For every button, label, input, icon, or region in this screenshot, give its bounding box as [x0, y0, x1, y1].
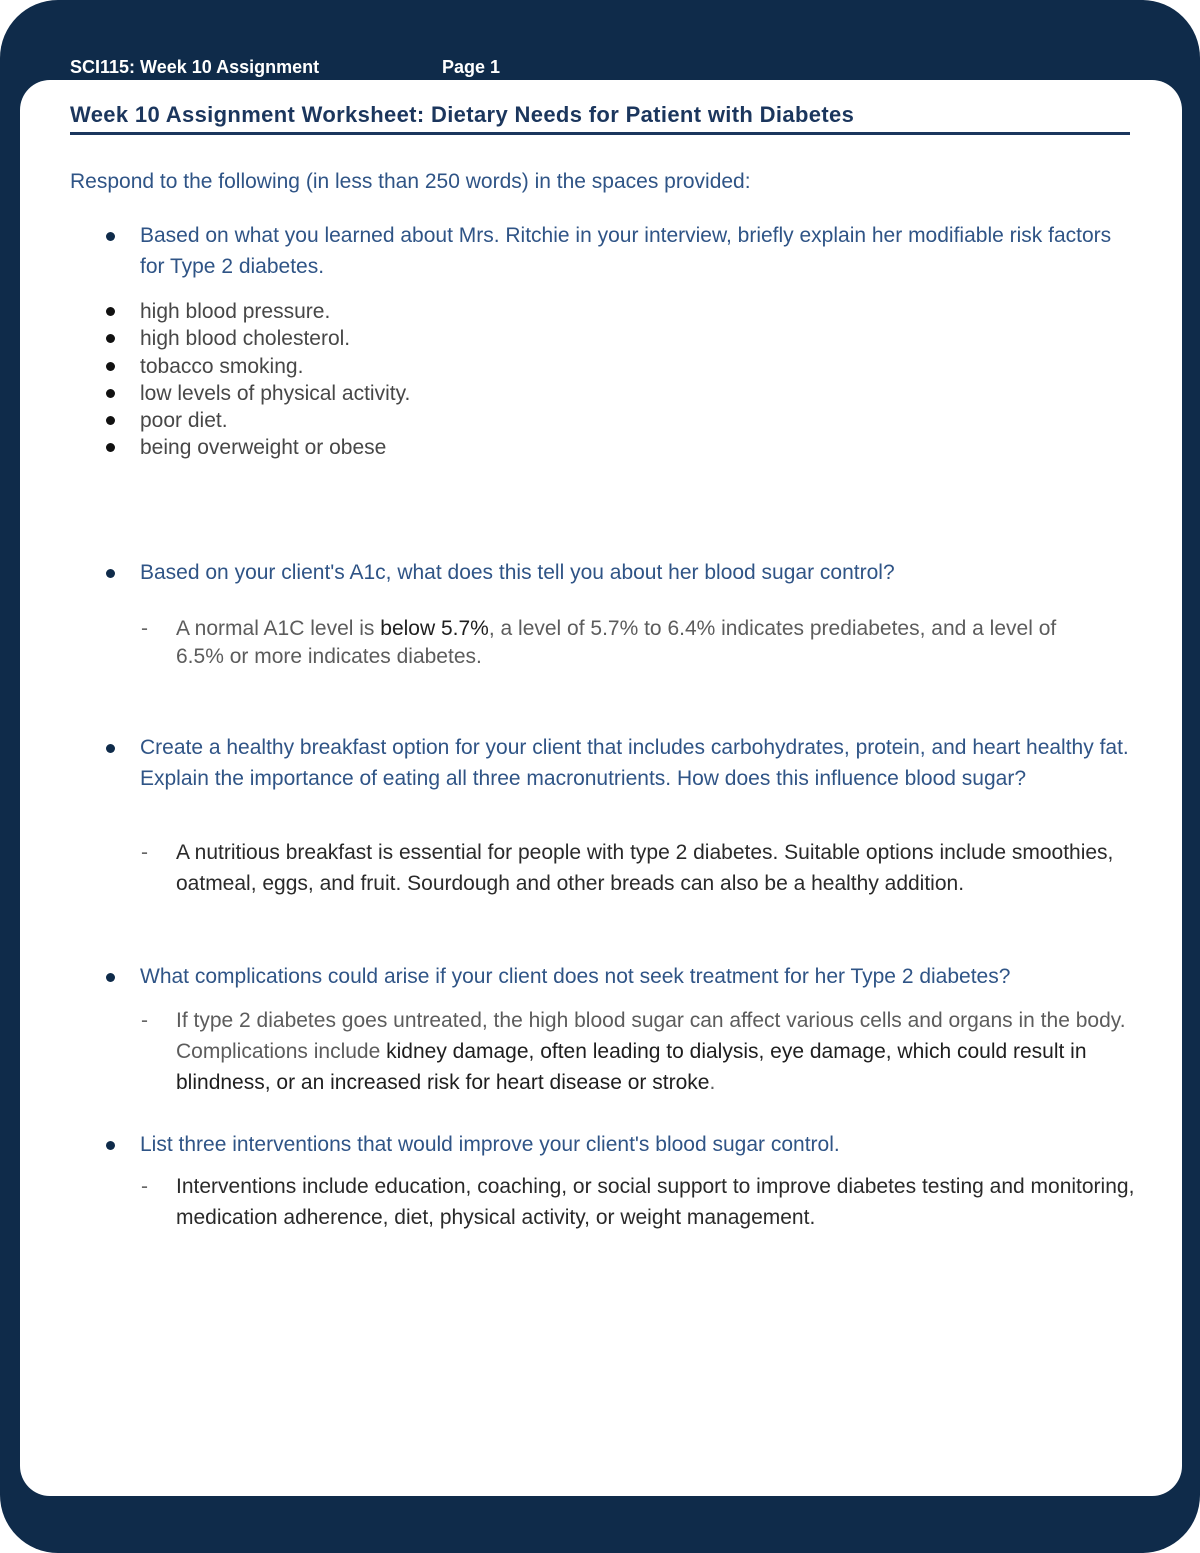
- answer-4: [141, 1005, 1126, 1098]
- question-1: Based on what you learned about Mrs. Ritchie in your interview, briefly explain her modifiable risk factors for Type 2 diabetes.: [140, 220, 1140, 282]
- list-item: poor diet.: [140, 407, 410, 434]
- question-4: What complications could arise if your client does not seek treatment for her Type 2 diabetes?: [140, 961, 1140, 992]
- answer-3: [141, 837, 1126, 899]
- answer-3-text: A nutritious breakfast is essential for people with type 2 diabetes. Suitable options include smoothies, oatmeal, eggs, and fruit. Sourdough and other breads can also be a healthy addition.: [176, 841, 1114, 895]
- answer-2: [141, 615, 1096, 670]
- worksheet: [20, 80, 1182, 1496]
- list-item: low levels of physical activity.: [140, 380, 410, 407]
- answer-2-part-c: , a level of 5.7% to 6.4% indicates prediabetes, and a level of 6.5% or more indicates diabetes.: [176, 617, 1057, 668]
- header-course: SCI115: Week 10 Assignment: [70, 57, 320, 77]
- answer-dash: -: [141, 1009, 148, 1032]
- list-item: tobacco smoking.: [140, 353, 410, 380]
- header-page-number: Page 1: [442, 57, 501, 77]
- list-item: high blood pressure.: [140, 298, 410, 325]
- page-header: [70, 57, 501, 81]
- instructions: Respond to the following (in less than 250 words) in the spaces provided:: [70, 170, 751, 193]
- answer-dash: -: [141, 1175, 148, 1198]
- answer-2-part-a: A normal A1C level is: [176, 617, 381, 640]
- answer-4-part-c: .: [709, 1071, 716, 1094]
- answer-5: [141, 1171, 1136, 1233]
- list-item: high blood cholesterol.: [140, 325, 410, 352]
- question-3: Create a healthy breakfast option for your client that includes carbohydrates, protein, and heart healthy fat. Explain the importance of eating all three macronutrients. How does this influence blood sugar?: [140, 732, 1140, 794]
- page-title: Week 10 Assignment Worksheet: Dietary Needs for Patient with Diabetes: [70, 102, 1130, 135]
- answer-2-highlight: below 5.7%: [380, 617, 489, 640]
- risk-factor-list: [140, 298, 410, 462]
- answer-4-highlight: kidney damage, often leading to dialysis, eye damage, which could result in blindness, or an increased risk for heart disease or stroke: [176, 1040, 1087, 1094]
- question-2: Based on your client's A1c, what does this tell you about her blood sugar control?: [140, 557, 1140, 588]
- list-item: being overweight or obese: [140, 434, 410, 461]
- question-5: List three interventions that would improve your client's blood sugar control.: [140, 1129, 1140, 1160]
- answer-dash: -: [141, 841, 148, 864]
- answer-4-part-a: If type 2 diabetes goes untreated, the high blood sugar can affect various cells and organs in the body. Complications include: [176, 1009, 1126, 1063]
- answer-dash: -: [141, 617, 148, 640]
- answer-5-text: Interventions include education, coaching, or social support to improve diabetes testing and monitoring, medication adherence, diet, physical activity, or weight management.: [176, 1175, 1135, 1229]
